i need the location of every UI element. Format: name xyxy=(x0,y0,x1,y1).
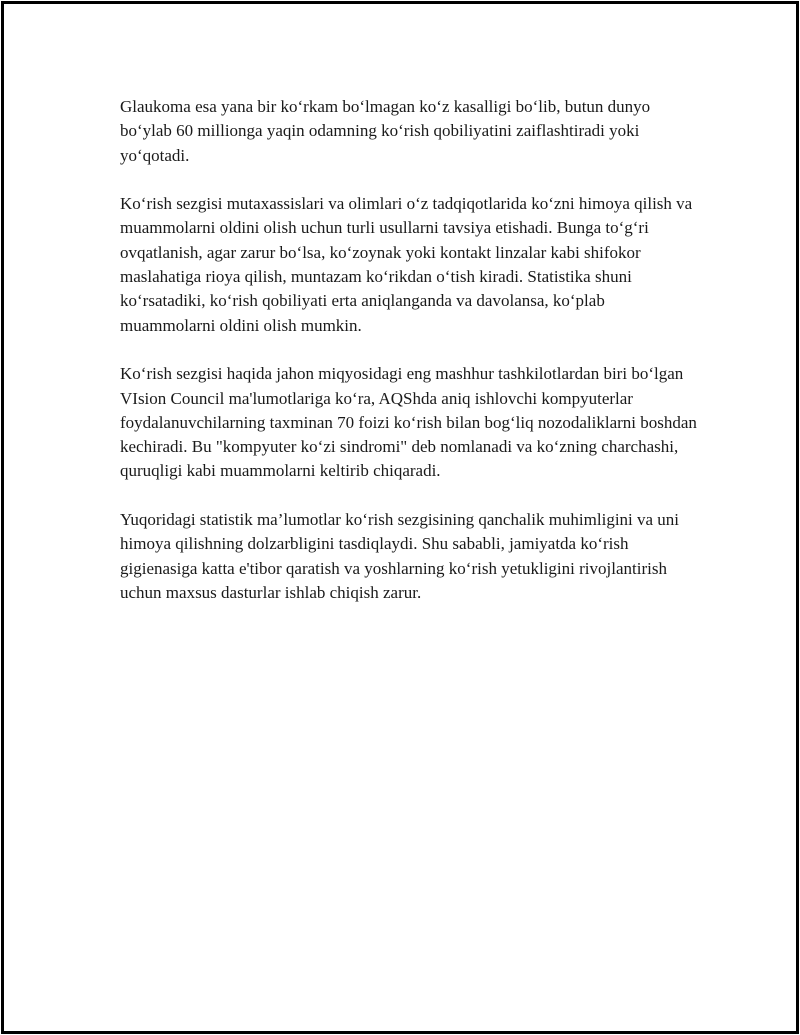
paragraph-computer-vision-syndrome: Ko‘rish sezgisi haqida jahon miqyosidagi eng mashhur tashkilotlardan biri bo‘lgan VIsion Council ma'lumotlariga ko‘ra, AQShda aniq ishlovchi kompyuterlar foydalanuvchilarning taxminan 70 foizi ko‘rish bilan bog‘liq nozodaliklarni boshdan kechiradi. Bu "kompyuter ko‘zi sindromi" deb nomlanadi va ko‘zning charchashi, quruqligi kabi muammolarni keltirib chiqaradi. xyxy=(120,364,697,481)
paragraph-glaucoma: Glaukoma esa yana bir ko‘rkam bo‘lmagan ko‘z kasalligi bo‘lib, butun dunyo bo‘ylab 60 millionga yaqin odamning ko‘rish qobiliyatini zaiflashtiradi yoki yo‘qotadi. xyxy=(120,97,651,165)
document-body xyxy=(120,95,700,630)
paragraph-prevention: Ko‘rish sezgisi mutaxassislari va olimlari o‘z tadqiqotlarida ko‘zni himoya qilish va muammolarni oldini olish uchun turli usullarni tavsiya etishadi. Bunga to‘g‘ri ovqatlanish, agar zarur bo‘lsa, ko‘zoynak yoki kontakt linzalar kabi shifokor maslahatiga rioya qilish, muntazam ko‘rikdan o‘tish kiradi. Statistika shuni ko‘rsatadiki, ko‘rish qobiliyati erta aniqlanganda va davolansa, ko‘plab muammolarni oldini olish mumkin. xyxy=(120,194,693,335)
paragraph-conclusion: Yuqoridagi statistik ma’lumotlar ko‘rish sezgisining qanchalik muhimligini va uni himoya qilishning dolzarbligini tasdiqlaydi. Shu sababli, jamiyatda ko‘rish gigienasiga katta e'tibor qaratish va yoshlarning ko‘rish yetukligini rivojlantirish uchun maxsus dasturlar ishlab chiqish zarur. xyxy=(120,510,680,602)
document-page xyxy=(1,1,799,1034)
